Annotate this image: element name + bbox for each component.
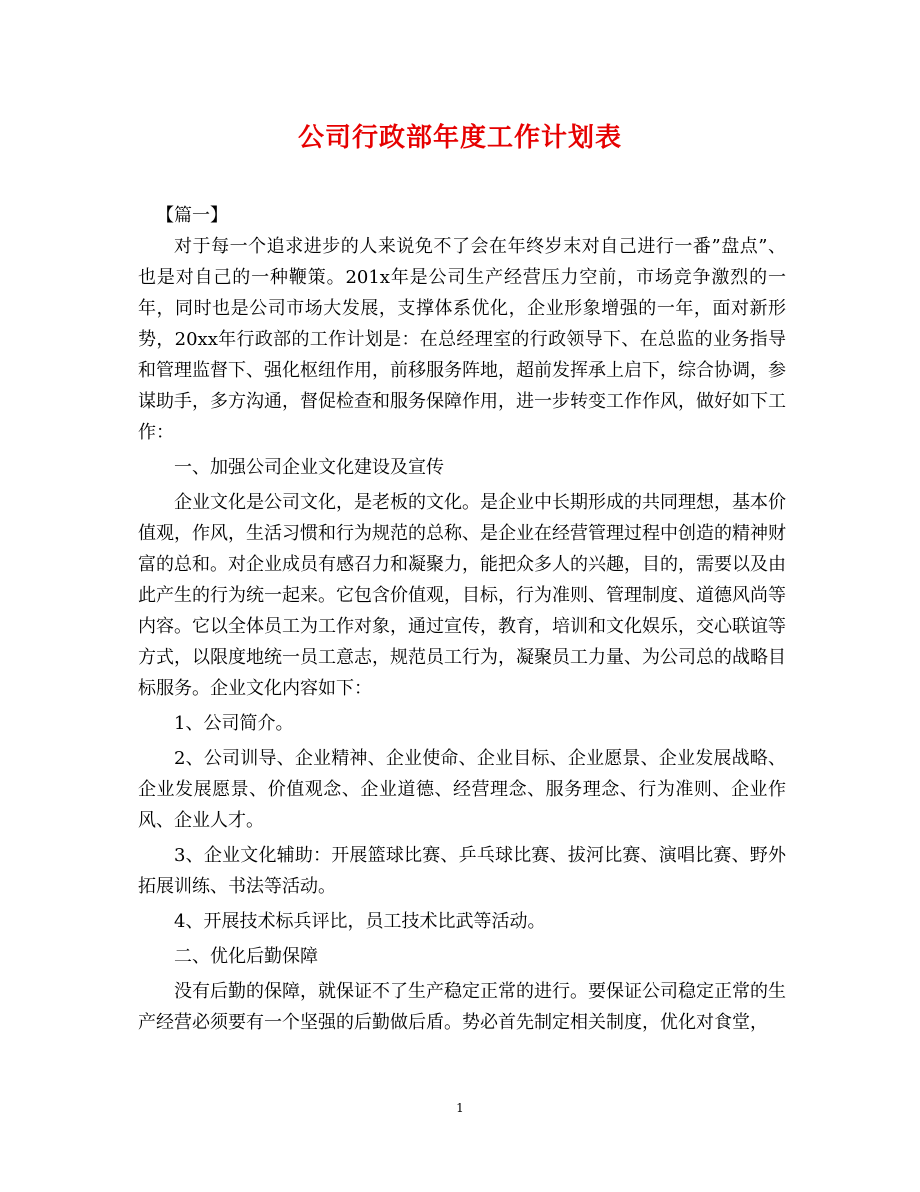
paragraph-logistics: 没有后勤的保障，就保证不了生产稳定正常的进行。要保证公司稳定正常的生产经营必须要有一个坚强的后勤做后盾。势必首先制定相关制度，优化对食堂， (138, 981, 786, 1033)
list-item-2: 2、公司训导、企业精神、企业使命、企业目标、企业愿景、企业发展战略、企业发展愿景、价值观念、企业道德、经营理念、服务理念、行为准则、企业作风、企业人才。 (138, 748, 786, 831)
paragraph-culture: 企业文化是公司文化，是老板的文化。是企业中长期形成的共同理想，基本价值观，作风，生活习惯和行为规范的总称、是企业在经营管理过程中创造的精神财富的总和。对企业成员有感召力和凝聚力，能把众多人的兴趣，目的，需要以及由此产生的行为统一起来。它包含价值观，目标，行为准则、管理制度、道德风尚等内容。它以全体员工为工作对象，通过宣传，教育，培训和文化娱乐，交心联谊等方式，以限度地统一员工意志，规范员工行为，凝聚员工力量、为公司总的战略目标服务。企业文化内容如下： (138, 492, 786, 699)
paragraph-intro: 对于每一个追求进步的人来说免不了会在年终岁末对自己进行一番”盘点”、也是对自己的一种鞭策。201x年是公司生产经营压力空前，市场竞争激烈的一年，同时也是公司市场大发展，支撑体系优化，企业形象增强的一年，面对新形势，20xx年行政部的工作计划是：在总经理室的行政领导下、在总监的业务指导和管理监督下、强化枢纽作用，前移服务阵地，超前发挥承上启下，综合协调，参谋助手，多方沟通，督促检查和服务保障作用，进一步转变工作作风，做好如下工作： (138, 236, 786, 443)
list-item-1: 1、公司简介。 (174, 713, 294, 734)
section-label: 【篇一】 (156, 205, 228, 226)
page-number: 1 (456, 1101, 464, 1115)
list-item-3: 3、企业文化辅助：开展篮球比赛、乒乓球比赛、拔河比赛、演唱比赛、野外拓展训练、书法等活动。 (138, 845, 786, 897)
heading-culture: 一、加强公司企业文化建设及宣传 (174, 457, 444, 478)
list-item-4: 4、开展技术标兵评比，员工技术比武等活动。 (174, 911, 546, 932)
heading-logistics: 二、优化后勤保障 (174, 946, 318, 967)
document-title: 公司行政部年度工作计划表 (297, 123, 622, 153)
document-body (138, 200, 786, 1038)
